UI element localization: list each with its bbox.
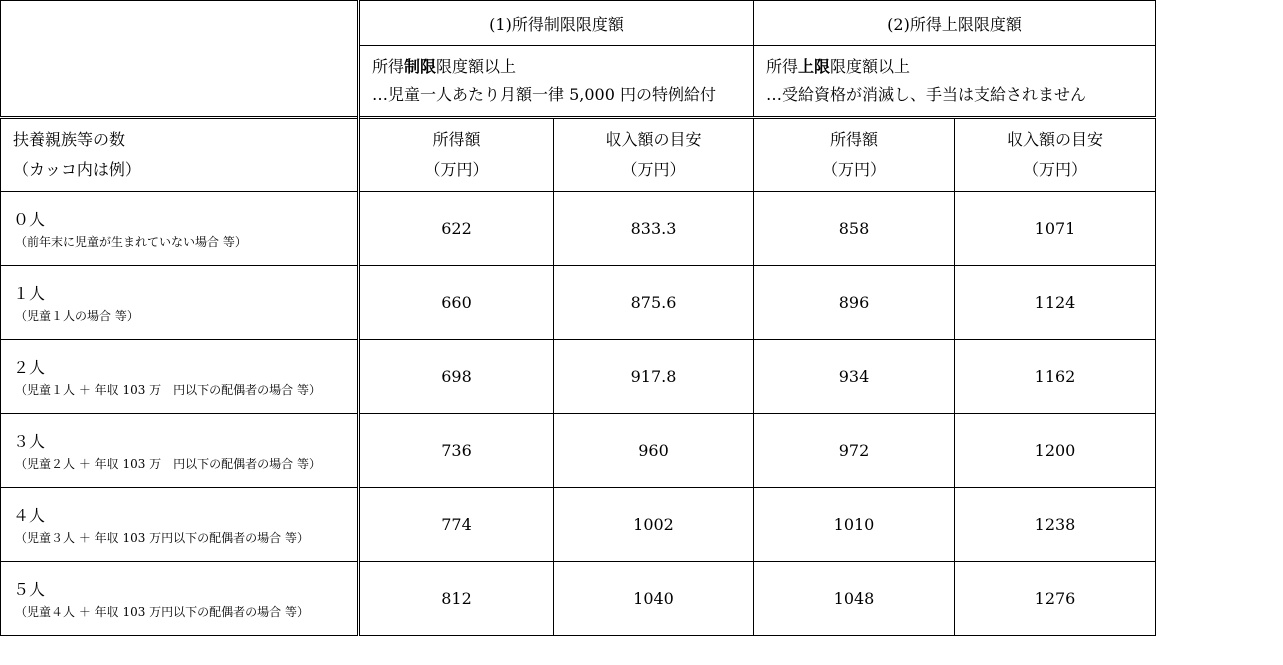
g1-revenue-cell: 960 xyxy=(554,414,754,488)
row-label: ０人 （前年末に児童が生まれていない場合 等） xyxy=(1,192,359,266)
table-row xyxy=(1,488,1156,562)
g2-income-cell: 858 xyxy=(754,192,955,266)
g1-income-cell: 622 xyxy=(359,192,554,266)
table-row xyxy=(1,562,1156,636)
row-label: ４人 （児童３人 ＋ 年収 103 万円以下の配偶者の場合 等） xyxy=(1,488,359,562)
group1-title: (1)所得制限限度額 xyxy=(359,1,754,46)
g2-income-cell: 934 xyxy=(754,340,955,414)
g1-income-cell: 660 xyxy=(359,266,554,340)
table-row xyxy=(1,414,1156,488)
group2-description xyxy=(754,46,1156,118)
g1-revenue-cell: 875.6 xyxy=(554,266,754,340)
g1-revenue-cell: 917.8 xyxy=(554,340,754,414)
column-header-row xyxy=(1,118,1156,192)
table-row xyxy=(1,266,1156,340)
group1-desc-line1: 所得制限限度額以上 xyxy=(372,57,517,76)
g1-income-cell: 698 xyxy=(359,340,554,414)
group2-desc-line1: 所得上限限度額以上 xyxy=(766,57,911,76)
g2-income-cell: 1010 xyxy=(754,488,955,562)
group1-description xyxy=(359,46,754,118)
header-row-titles xyxy=(1,1,1156,46)
g1-revenue-cell: 833.3 xyxy=(554,192,754,266)
g2-income-cell: 896 xyxy=(754,266,955,340)
g2-revenue-cell: 1200 xyxy=(955,414,1156,488)
group2-title: (2)所得上限限度額 xyxy=(754,1,1156,46)
g2-revenue-header: 収入額の目安 （万円） xyxy=(955,118,1156,192)
g2-revenue-cell: 1124 xyxy=(955,266,1156,340)
g2-revenue-cell: 1162 xyxy=(955,340,1156,414)
dependents-column-header: 扶養親族等の数 （カッコ内は例） xyxy=(1,118,359,192)
g2-income-cell: 1048 xyxy=(754,562,955,636)
table-row xyxy=(1,340,1156,414)
corner-cell xyxy=(1,1,359,118)
g1-revenue-cell: 1002 xyxy=(554,488,754,562)
row-label: １人 （児童１人の場合 等） xyxy=(1,266,359,340)
g1-income-cell: 812 xyxy=(359,562,554,636)
g2-revenue-cell: 1276 xyxy=(955,562,1156,636)
g2-revenue-cell: 1238 xyxy=(955,488,1156,562)
row-label: ３人 （児童２人 ＋ 年収 103 万 円以下の配偶者の場合 等） xyxy=(1,414,359,488)
row-label: ５人 （児童４人 ＋ 年収 103 万円以下の配偶者の場合 等） xyxy=(1,562,359,636)
group1-desc-line2: …児童一人あたり月額一律 5,000 円の特例給付 xyxy=(372,85,716,104)
g1-revenue-header: 収入額の目安 （万円） xyxy=(554,118,754,192)
g1-income-cell: 736 xyxy=(359,414,554,488)
g1-income-cell: 774 xyxy=(359,488,554,562)
g2-income-cell: 972 xyxy=(754,414,955,488)
group2-desc-line2: …受給資格が消滅し、手当は支給されません xyxy=(766,85,1087,104)
g2-income-header: 所得額 （万円） xyxy=(754,118,955,192)
table-row xyxy=(1,192,1156,266)
row-label: ２人 （児童１人 ＋ 年収 103 万 円以下の配偶者の場合 等） xyxy=(1,340,359,414)
g1-revenue-cell: 1040 xyxy=(554,562,754,636)
g1-income-header: 所得額 （万円） xyxy=(359,118,554,192)
g2-revenue-cell: 1071 xyxy=(955,192,1156,266)
